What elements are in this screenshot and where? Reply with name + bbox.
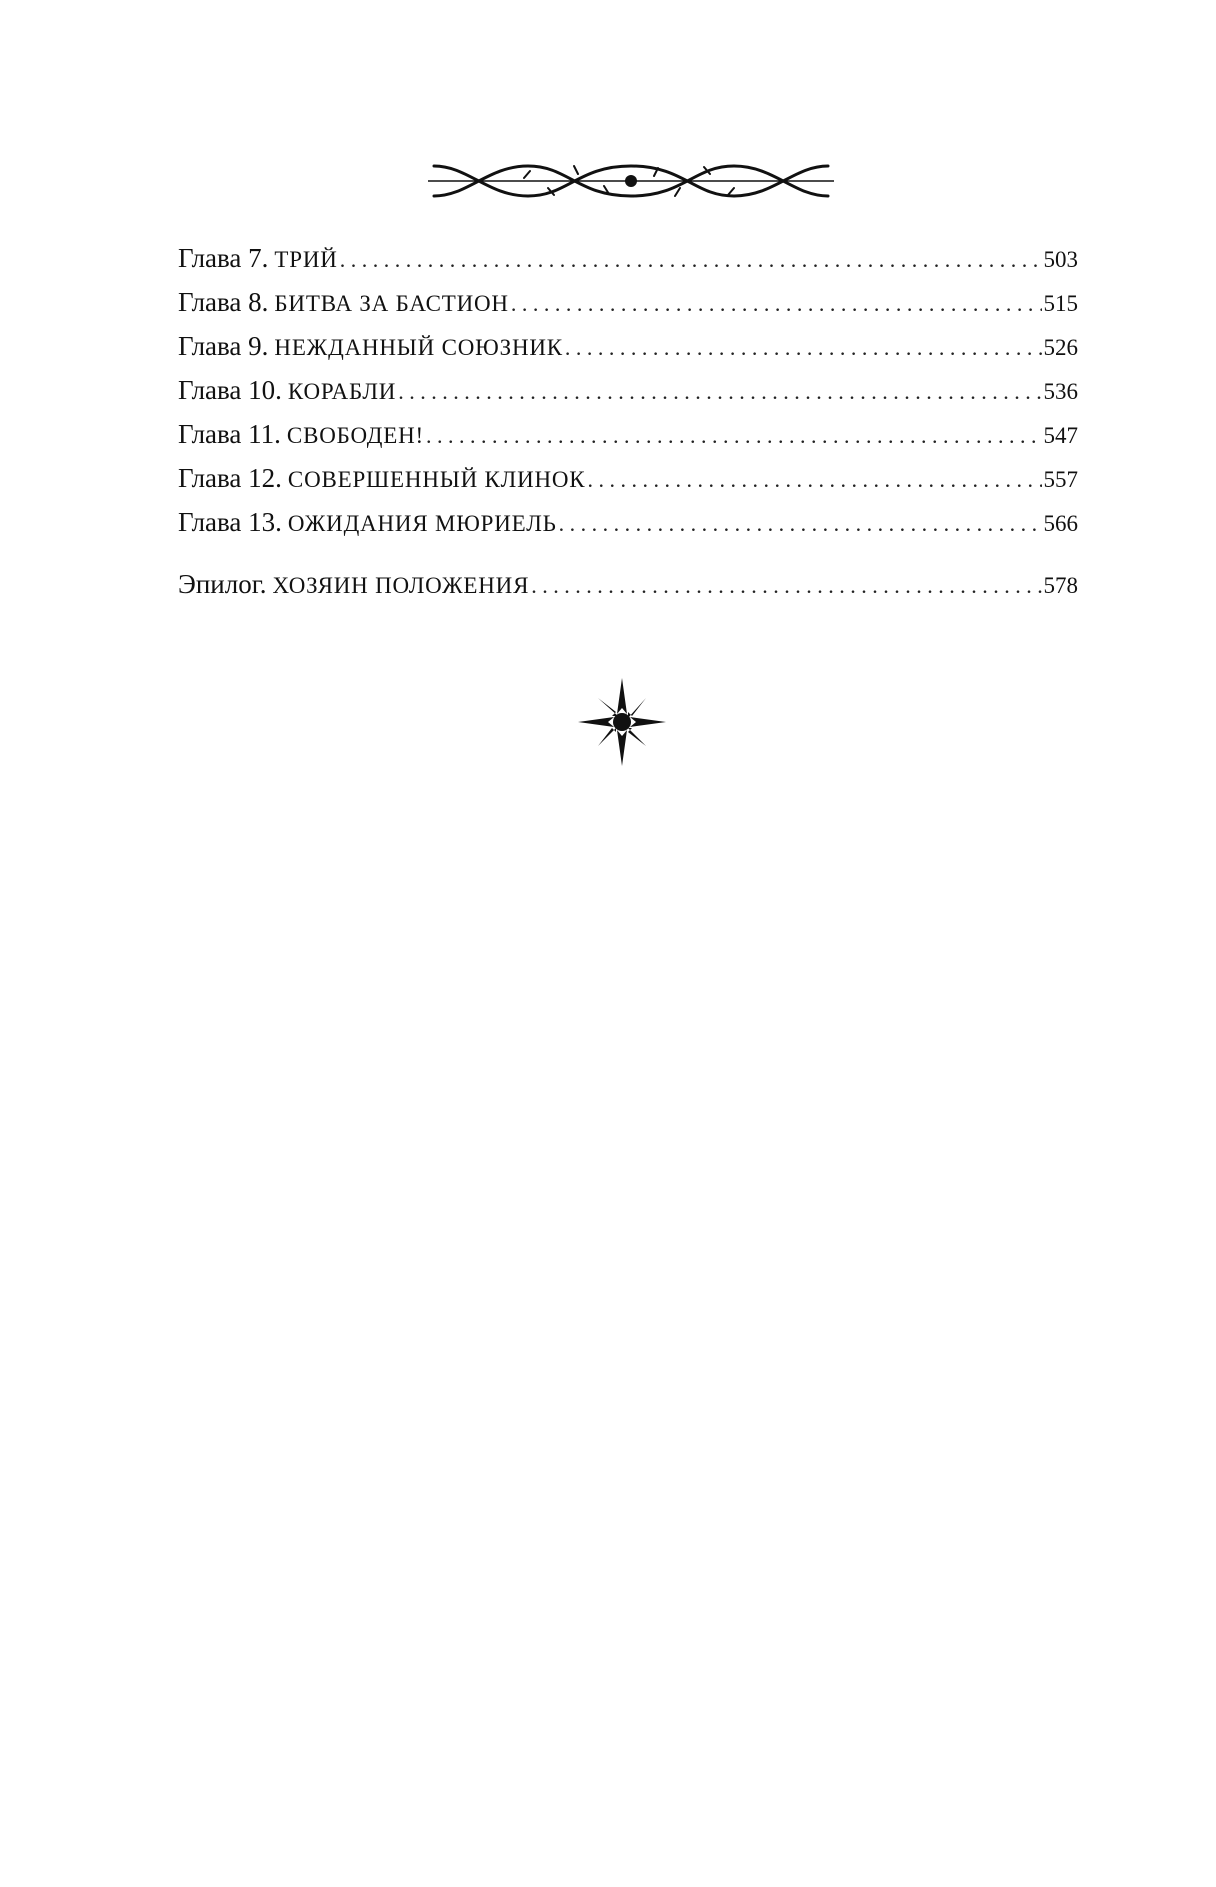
eight-pointed-star-ornament-icon [578,678,666,766]
toc-entry-epilogue[interactable] [178,562,1078,606]
page-number: 566 [1043,511,1078,536]
chapter-label: Глава 7. [178,243,269,273]
chapter-title: ТРИЙ [274,247,338,272]
page-number: 536 [1043,379,1078,404]
dot-leader [511,282,1042,326]
epilogue-title: ХОЗЯИН ПОЛОЖЕНИЯ [272,573,530,598]
epilogue-label: Эпилог. [178,569,267,599]
dot-leader [340,238,1042,282]
chapter-label: Глава 11. [178,419,281,449]
page-number: 515 [1043,291,1078,316]
chapter-label: Глава 13. [178,507,282,537]
toc-entry-chapter-7[interactable] [178,236,1078,280]
thorny-vine-ornament-icon [428,158,834,204]
chapter-label: Глава 8. [178,287,269,317]
page-number: 526 [1043,335,1078,360]
chapter-title: ОЖИДАНИЯ МЮРИЕЛЬ [287,511,557,536]
dot-leader [531,564,1041,608]
dot-leader [559,502,1042,546]
chapter-title: СОВЕРШЕННЫЙ КЛИНОК [287,467,586,492]
toc-entry-chapter-10[interactable] [178,368,1078,412]
chapter-title: КОРАБЛИ [287,379,397,404]
toc-entry-chapter-12[interactable] [178,456,1078,500]
toc-entry-chapter-11[interactable] [178,412,1078,456]
chapter-title: НЕЖДАННЫЙ СОЮЗНИК [274,335,563,360]
toc-entry-chapter-8[interactable] [178,280,1078,324]
chapter-label: Глава 10. [178,375,282,405]
table-of-contents [178,236,1078,606]
chapter-title: СВОБОДЕН! [286,423,424,448]
toc-entry-chapter-13[interactable] [178,500,1078,544]
chapter-label: Глава 12. [178,463,282,493]
page-number: 578 [1043,573,1078,598]
toc-entry-chapter-9[interactable] [178,324,1078,368]
page-number: 557 [1043,467,1078,492]
dot-leader [426,414,1042,458]
dot-leader [565,326,1042,370]
chapter-title: БИТВА ЗА БАСТИОН [274,291,509,316]
chapter-label: Глава 9. [178,331,269,361]
dot-leader [398,370,1041,414]
page-number: 503 [1043,247,1078,272]
dot-leader [587,458,1041,502]
page-number: 547 [1043,423,1078,448]
